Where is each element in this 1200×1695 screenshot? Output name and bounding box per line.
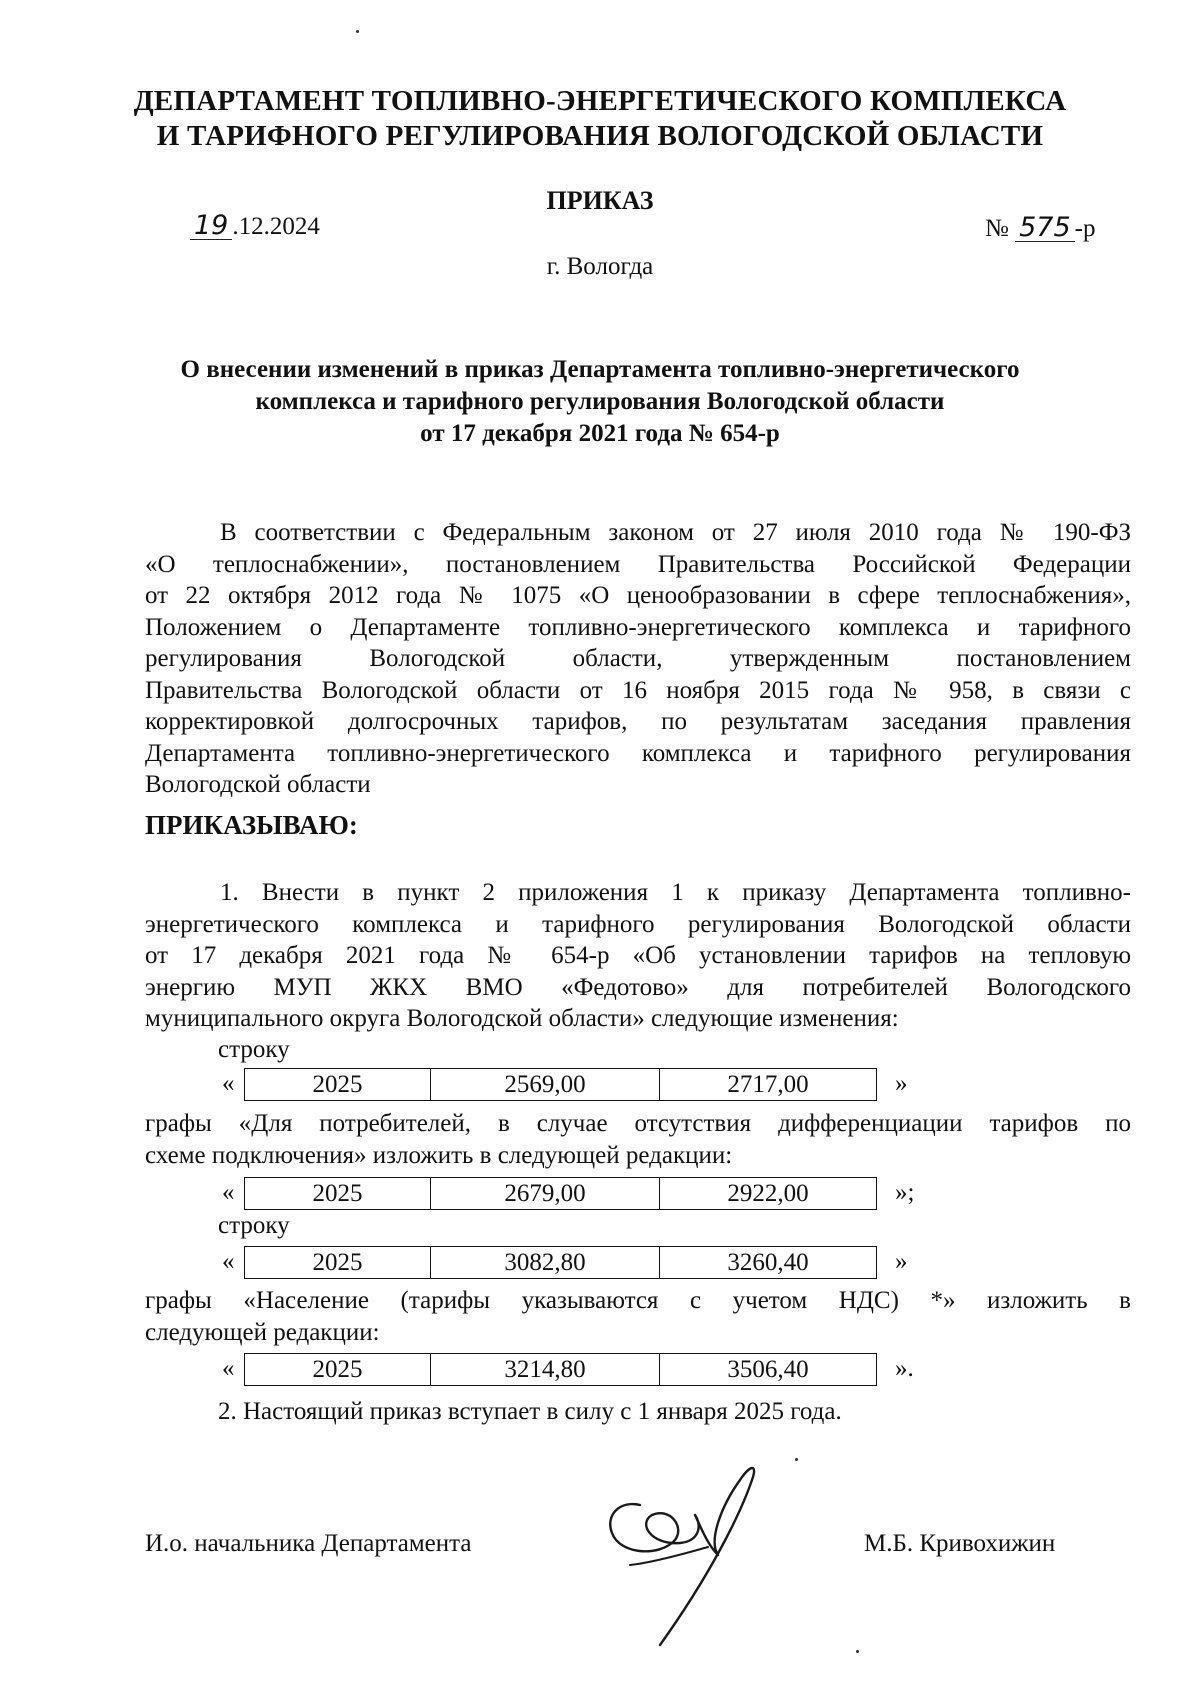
column-b-line: графы «Население (тарифы указываются с учетом НДС) *» изложить в (145, 1287, 1131, 1314)
column-a-line: схеме подключения» изложить в следующей редакции: (145, 1141, 733, 1169)
row-label: строку (218, 1212, 290, 1239)
preamble-line: В соответствии с Федеральным законом от 27 июля 2010 года № 190-ФЗ (220, 519, 1131, 546)
item1-line: энергию МУП ЖКХ ВМО «Федотово» для потребителей Вологодского (145, 973, 1131, 1001)
tariff-row (244, 1068, 877, 1101)
tariff-value-cell: 2569,00 (431, 1069, 660, 1100)
open-quote: « (222, 1070, 235, 1097)
close-quote: ». (895, 1355, 914, 1382)
scan-speck (356, 30, 359, 33)
tariff-row (244, 1246, 877, 1279)
tariff-row (244, 1177, 877, 1210)
tariff-value-cell: 3260,40 (727, 1249, 809, 1276)
column-a-text (145, 1108, 1131, 1171)
open-quote: « (222, 1248, 235, 1275)
row-label: строку (218, 1036, 290, 1063)
order-title: ПРИКАЗ (546, 186, 654, 215)
department-header (0, 84, 1200, 154)
handwritten-signature (590, 1445, 810, 1655)
tariff-year-cell: 2025 (245, 1354, 431, 1385)
order-number-suffix: -р (1074, 215, 1096, 242)
preamble-line: Департамента топливно-энергетического комплекса и тарифного регулирования (145, 739, 1131, 767)
tariff-value-cell: 3506,40 (727, 1356, 809, 1383)
preamble-line: «О теплоснабжении», постановлением Правительства Российской Федерации (145, 550, 1131, 578)
tariff-value-cell: 2922,00 (727, 1180, 809, 1207)
preamble-line: корректировкой долгосрочных тарифов, по результатам заседания правления (145, 708, 1131, 735)
order-city: г. Вологда (546, 253, 654, 280)
item1-line: муниципального округа Вологодской области» следующие изменения: (145, 1005, 899, 1032)
order-number (985, 212, 1096, 243)
order-number-prefix: № (985, 215, 1016, 242)
item2-text: 2. Настоящий приказ вступает в силу с 1 января 2025 года. (218, 1398, 842, 1425)
scan-speck (856, 1650, 859, 1653)
tariff-row (244, 1353, 877, 1386)
tariff-year-cell: 2025 (245, 1069, 431, 1100)
item1-line: 1. Внести в пункт 2 приложения 1 к приказу Департамента топливно- (220, 879, 1131, 906)
header-line-1: ДЕПАРТАМЕНТ ТОПЛИВНО-ЭНЕРГЕТИЧЕСКОГО КОМПЛЕКСА (133, 85, 1067, 117)
subject-line-2: комплекса и тарифного регулирования Вологодской области (255, 388, 945, 415)
tariff-value-cell: 2717,00 (727, 1071, 809, 1098)
preamble-line: Положением о Департаменте топливно-энергетического комплекса и тарифного (145, 613, 1131, 641)
order-number-hand: 575 (1015, 215, 1075, 242)
preamble-line: Вологодской области (145, 771, 371, 798)
subject-line-3: от 17 декабря 2021 года № 654-р (420, 420, 780, 447)
tariff-value-cell: 3082,80 (431, 1247, 660, 1278)
open-quote: « (222, 1179, 235, 1206)
order-subject (0, 354, 1200, 450)
column-a-line: графы «Для потребителей, в случае отсутствия дифференциации тарифов по (145, 1110, 1131, 1137)
preamble-line: от 22 октября 2012 года № 1075 «О ценообразовании в сфере теплоснабжения», (145, 582, 1131, 609)
subject-line-1: О внесении изменений в приказ Департамента топливно-энергетического (180, 356, 1020, 383)
item1-line: от 17 декабря 2021 года № 654-р «Об установлении тарифов на тепловую (145, 942, 1131, 969)
column-b-text (145, 1285, 1131, 1348)
preamble-line: регулирования Вологодской области, утвержденным постановлением (145, 645, 1131, 672)
order-date-rest: .12.2024 (232, 213, 320, 240)
preamble-line: Правительства Вологодской области от 16 ноября 2015 года № 958, в связи с (145, 676, 1131, 704)
preamble-paragraph (145, 517, 1131, 801)
tariff-year-cell: 2025 (245, 1178, 431, 1209)
header-line-2: И ТАРИФНОГО РЕГУЛИРОВАНИЯ ВОЛОГОДСКОЙ ОБЛАСТИ (156, 120, 1044, 152)
signer-position: И.о. начальника Департамента (145, 1530, 472, 1557)
tariff-value-cell: 3214,80 (431, 1354, 660, 1385)
order-date-day: 19 (190, 213, 232, 240)
close-quote: » (895, 1070, 908, 1097)
order-date (190, 210, 320, 241)
item1-paragraph (145, 877, 1131, 1035)
open-quote: « (222, 1355, 235, 1382)
tariff-value-cell: 2679,00 (431, 1178, 660, 1209)
item1-line: энергетического комплекса и тарифного регулирования Вологодской области (145, 910, 1131, 938)
close-quote: »; (895, 1179, 915, 1206)
close-quote: » (895, 1248, 908, 1275)
column-b-line: следующей редакции: (145, 1318, 380, 1346)
decree-word: ПРИКАЗЫВАЮ: (145, 810, 358, 840)
tariff-year-cell: 2025 (245, 1247, 431, 1278)
signer-name: М.Б. Кривохижин (864, 1530, 1056, 1557)
